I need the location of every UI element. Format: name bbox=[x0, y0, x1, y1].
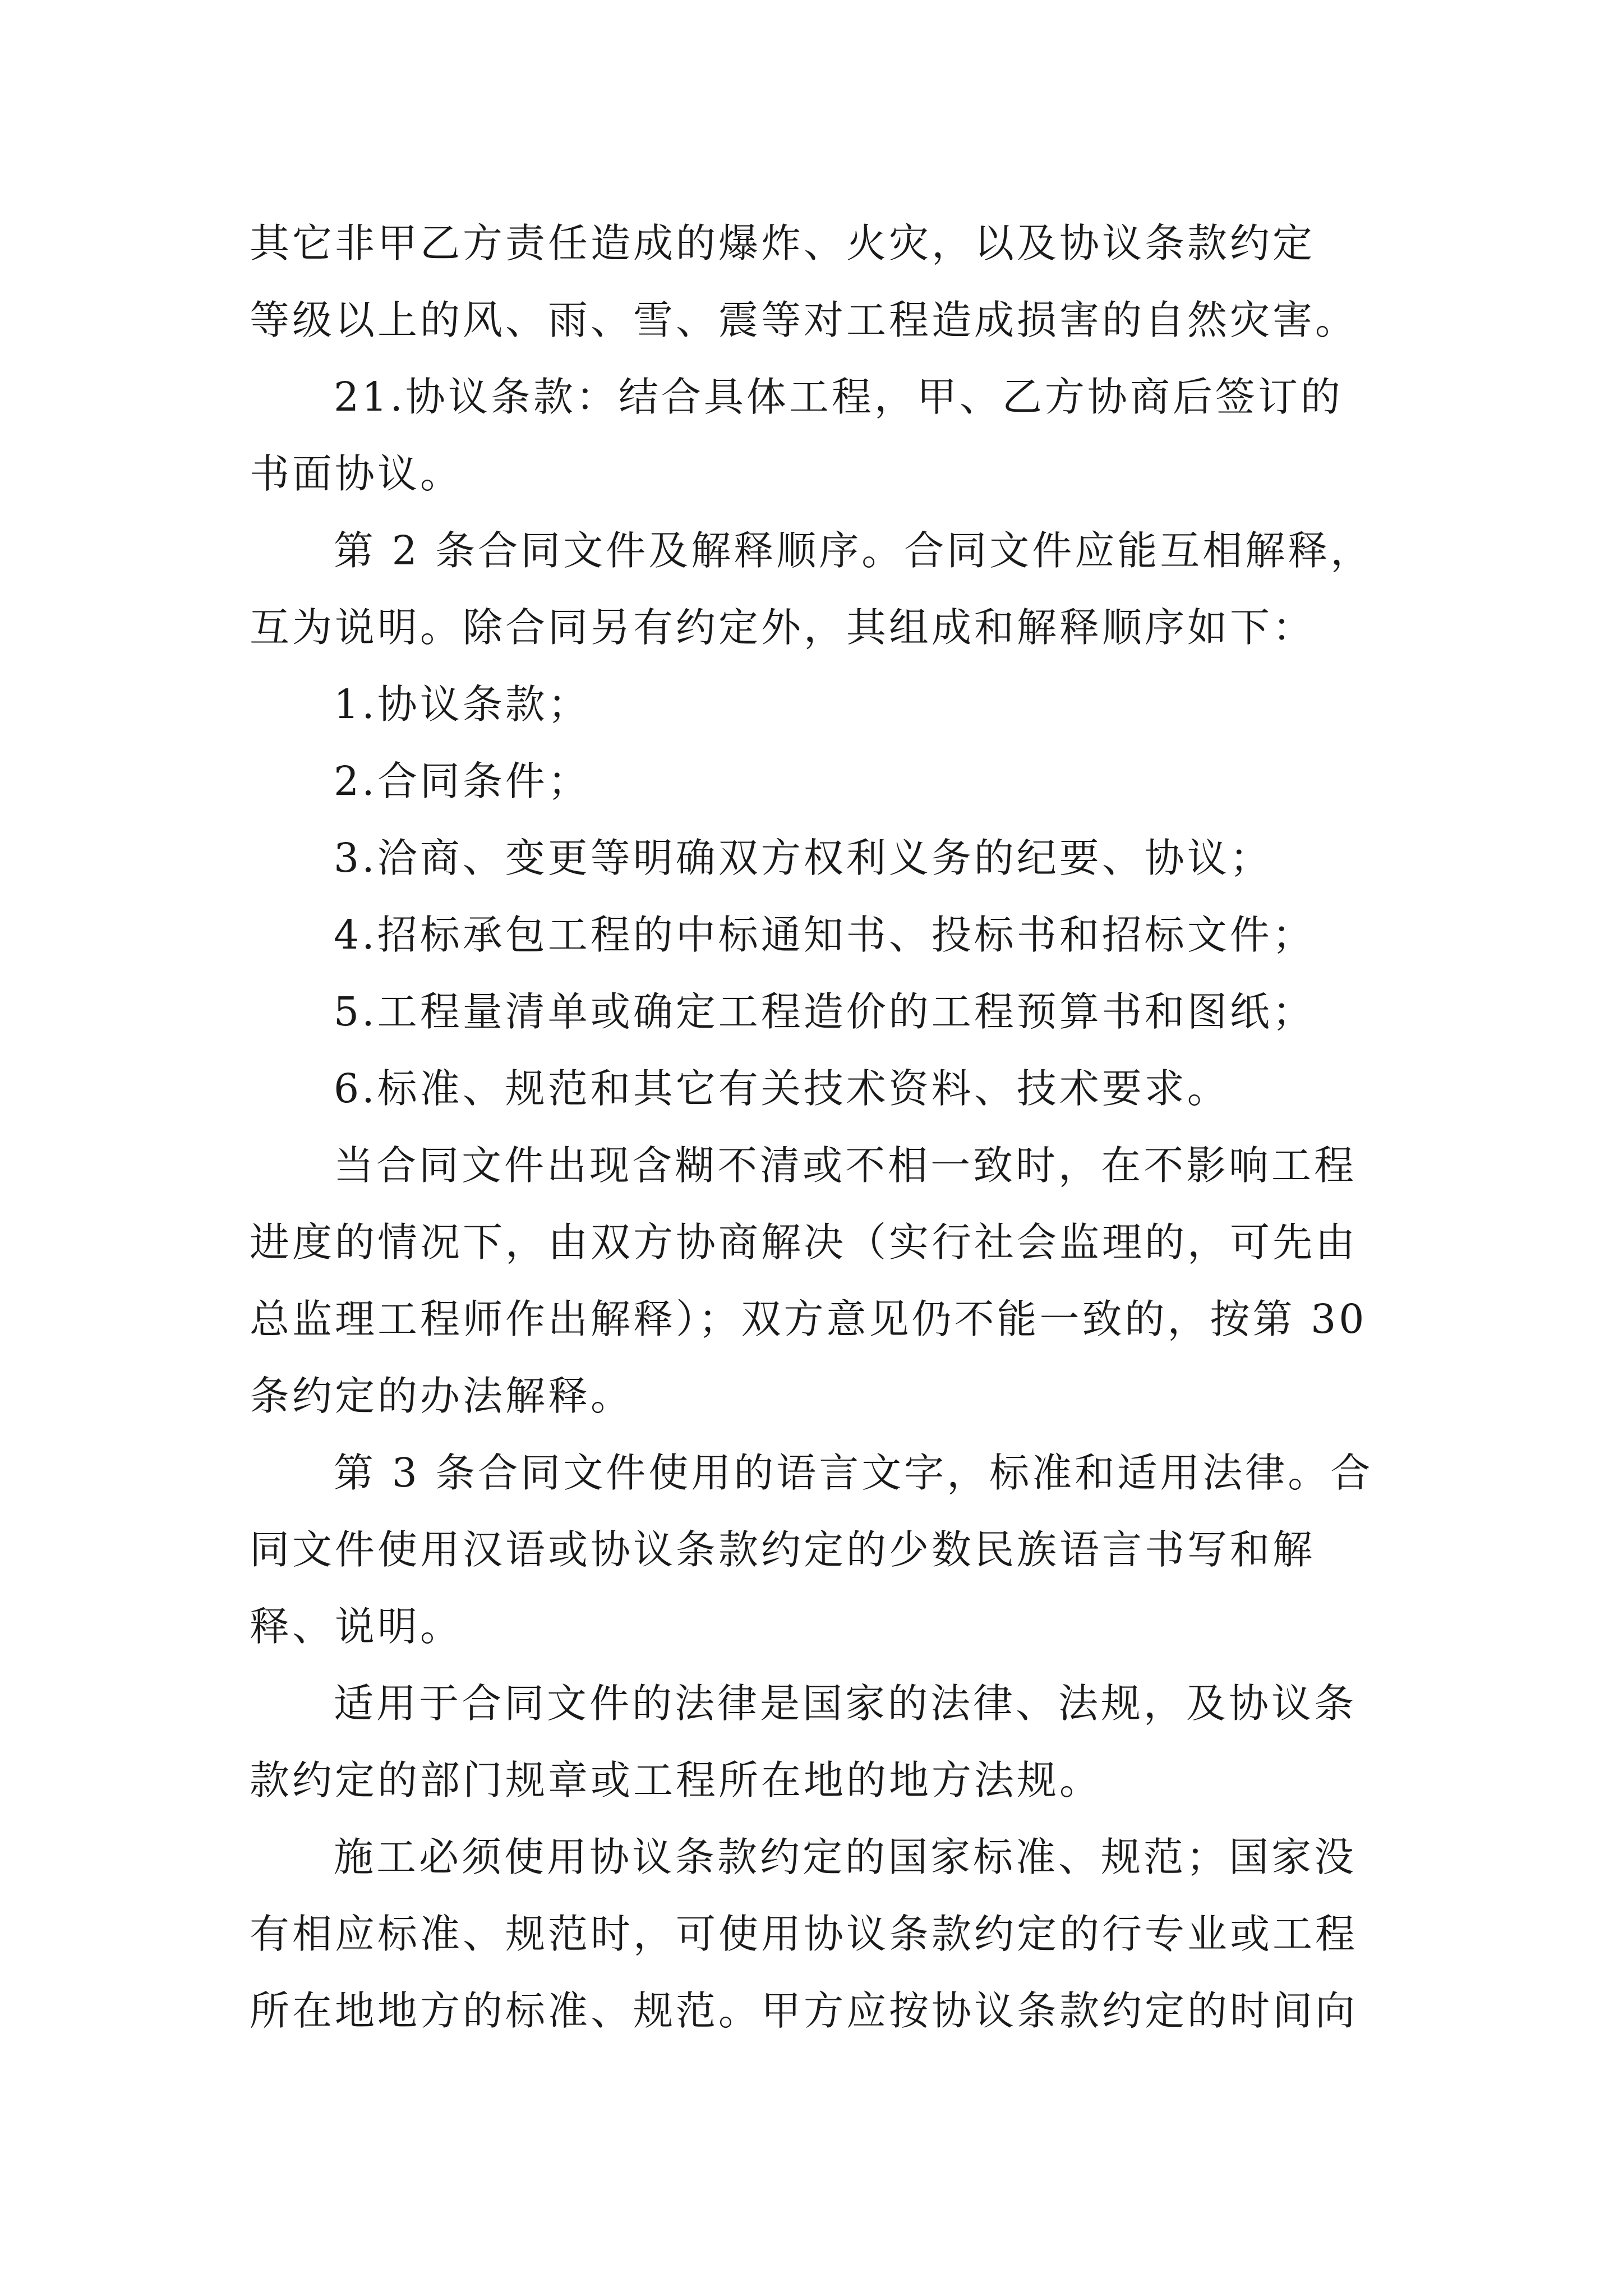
text-line: 书面协议。 bbox=[250, 450, 463, 497]
text-line: 第 2 条合同文件及解释顺序。合同文件应能互相解释， bbox=[334, 527, 1373, 574]
text-line: 款约定的部门规章或工程所在地的地方法规。 bbox=[250, 1757, 1103, 1803]
text-line: 等级以上的风、雨、雪、震等对工程造成损害的自然灾害。 bbox=[250, 297, 1358, 343]
text-line: 进度的情况下，由双方协商解决（实行社会监理的，可先由 bbox=[250, 1219, 1358, 1266]
text-line: 第 3 条合同文件使用的语言文字，标准和适用法律。合 bbox=[334, 1450, 1373, 1496]
list-item: 1.协议条款； bbox=[334, 681, 591, 728]
list-item: 3.洽商、变更等明确双方权利义务的纪要、协议； bbox=[334, 835, 1272, 881]
document-body bbox=[250, 205, 1377, 2049]
text-line: 条约定的办法解释。 bbox=[250, 1373, 634, 1419]
text-line: 21.协议条款：结合具体工程，甲、乙方协商后签订的 bbox=[334, 374, 1343, 420]
list-item: 4.招标承包工程的中标通知书、投标书和招标文件； bbox=[334, 912, 1315, 958]
list-item: 6.标准、规范和其它有关技术资料、技术要求。 bbox=[334, 1065, 1230, 1112]
list-item: 5.工程量清单或确定工程造价的工程预算书和图纸； bbox=[334, 988, 1315, 1035]
text-line: 总监理工程师作出解释）；双方意见仍不能一致的，按第 30 bbox=[250, 1296, 1367, 1342]
text-line: 有相应标准、规范时，可使用协议条款约定的行专业或工程 bbox=[250, 1911, 1358, 1957]
text-line: 互为说明。除合同另有约定外，其组成和解释顺序如下： bbox=[250, 604, 1316, 651]
text-line: 释、说明。 bbox=[250, 1603, 463, 1650]
text-line: 当合同文件出现含糊不清或不相一致时，在不影响工程 bbox=[334, 1142, 1357, 1189]
text-line: 其它非甲乙方责任造成的爆炸、火灾，以及协议条款约定 bbox=[250, 220, 1316, 266]
text-line: 同文件使用汉语或协议条款约定的少数民族语言书写和解 bbox=[250, 1526, 1316, 1573]
list-item: 2.合同条件； bbox=[334, 758, 591, 804]
text-line: 施工必须使用协议条款约定的国家标准、规范；国家没 bbox=[334, 1834, 1357, 1880]
text-line: 适用于合同文件的法律是国家的法律、法规，及协议条 bbox=[334, 1680, 1357, 1727]
text-line: 所在地地方的标准、规范。甲方应按协议条款约定的时间向 bbox=[250, 1987, 1358, 2034]
